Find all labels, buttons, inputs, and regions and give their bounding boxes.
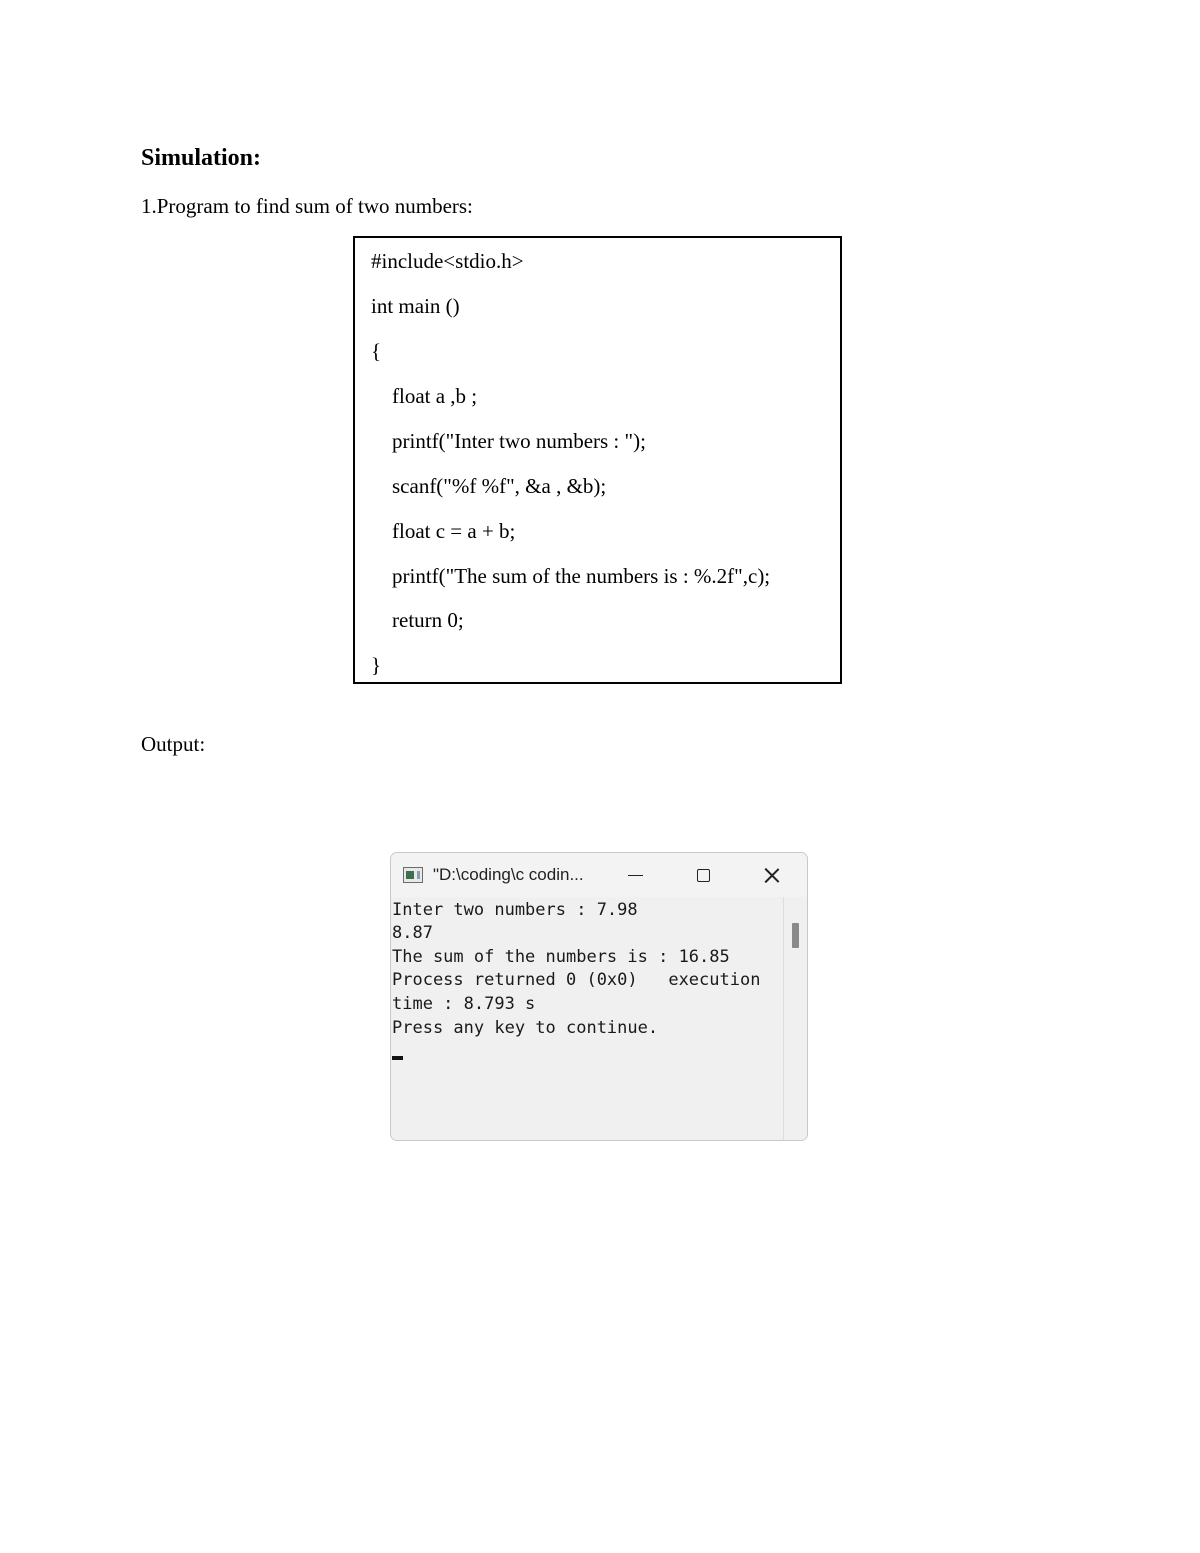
output-label: Output: xyxy=(141,732,206,756)
console-window xyxy=(390,852,808,1141)
code-line: scanf("%f %f", &a , &b); xyxy=(371,474,607,498)
minimize-icon xyxy=(628,875,643,876)
code-line: { xyxy=(371,339,382,363)
console-line: The sum of the numbers is : 16.85 xyxy=(392,947,730,967)
console-output[interactable] xyxy=(391,897,785,1141)
close-button[interactable] xyxy=(750,859,794,891)
scrollbar-thumb[interactable] xyxy=(792,923,799,948)
console-app-icon xyxy=(403,867,423,883)
code-line: printf("Inter two numbers : "); xyxy=(371,429,646,453)
maximize-button[interactable] xyxy=(681,859,725,891)
console-line: Press any key to continue. xyxy=(392,1018,659,1038)
code-block xyxy=(353,236,842,684)
console-title: "D:\coding\c codin... xyxy=(433,865,584,884)
vertical-scrollbar[interactable] xyxy=(783,897,807,1141)
code-line: } xyxy=(371,653,382,677)
text-cursor xyxy=(392,1056,403,1060)
console-line: 8.87 xyxy=(392,923,433,943)
code-line: #include<stdio.h> xyxy=(371,249,524,273)
console-line: time : 8.793 s xyxy=(392,994,536,1014)
maximize-icon xyxy=(697,869,710,882)
code-line: printf("The sum of the numbers is : %.2f",c); xyxy=(371,564,771,588)
close-icon xyxy=(764,867,780,883)
minimize-button[interactable] xyxy=(613,859,657,891)
section-heading: Simulation: xyxy=(141,145,262,171)
console-line: Process returned 0 (0x0) execution xyxy=(392,970,761,990)
code-line: float a ,b ; xyxy=(371,384,478,408)
program-title: 1.Program to find sum of two numbers: xyxy=(141,194,473,218)
code-line: float c = a + b; xyxy=(371,519,516,543)
code-line: return 0; xyxy=(371,608,464,632)
code-line: int main () xyxy=(371,294,460,318)
console-titlebar[interactable] xyxy=(391,853,807,897)
console-line: Inter two numbers : 7.98 xyxy=(392,900,638,920)
